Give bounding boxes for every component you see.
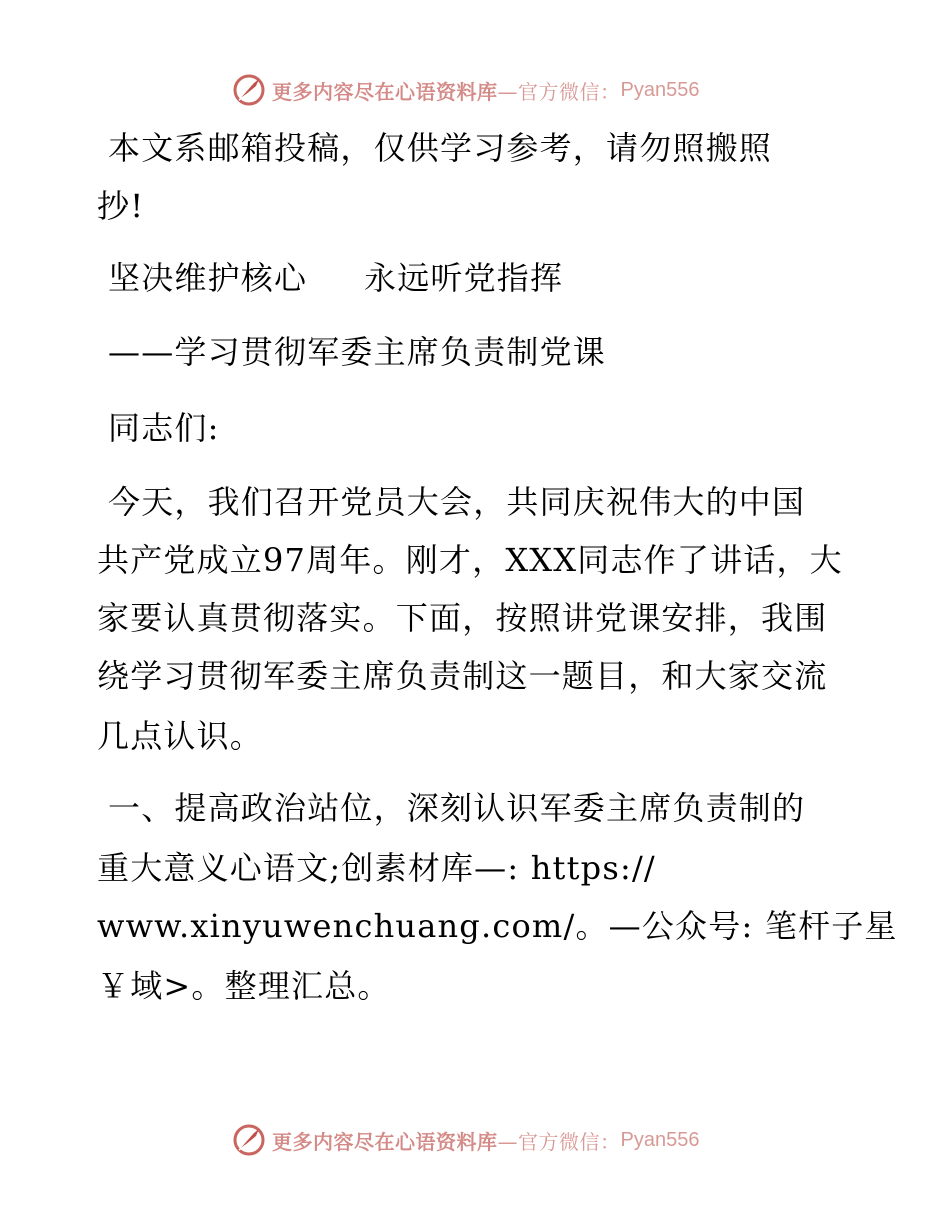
title-left: 坚决维护核心 (108, 259, 308, 297)
section-1-heading-line-1: 一、提高政治站位，深刻认识军委主席负责制的 (108, 789, 806, 827)
banner-main-text: 更多内容尽在心语资料库 (272, 1129, 498, 1154)
header-watermark (232, 72, 699, 108)
salutation: 同志们: (108, 409, 220, 447)
section-1-line-4: ￥域>。整理汇总。 (97, 967, 391, 1005)
paragraph-1-line-5: 几点认识。 (97, 717, 264, 755)
subtitle: ——学习贯彻军委主席负责制党课 (108, 333, 607, 371)
pen-logo-icon (232, 73, 266, 107)
section-1-heading-line-2: 重大意义心语文;创素材库—: https:// (97, 849, 656, 887)
footer-watermark (232, 1122, 699, 1158)
section-1-url-line: www.xinyuwenchuang.com/。—公众号: 笔杆子星 (97, 907, 898, 945)
paragraph-1-line-3: 家要认真贯彻落实。下面，按照讲党课安排，我围 (97, 599, 828, 637)
paragraph-1-line-1: 今天，我们召开党员大会，共同庆祝伟大的中国 (108, 483, 806, 521)
title-right: 永远听党指挥 (364, 259, 564, 297)
notice-line-1: 本文系邮箱投稿，仅供学习参考，请勿照搬照 (108, 129, 773, 167)
pen-logo-icon (232, 1123, 266, 1157)
banner-main-text: 更多内容尽在心语资料库 (272, 79, 498, 104)
banner-separator-text: —官方微信： (497, 1129, 621, 1154)
paragraph-1-line-4: 绕学习贯彻军委主席负责制这一题目，和大家交流 (97, 657, 828, 695)
banner-wechat-id: Pyan556 (620, 78, 700, 101)
notice-line-2: 抄! (97, 187, 145, 225)
paragraph-1-line-2: 共产党成立97周年。刚才，XXX同志作了讲话，大 (97, 541, 843, 579)
banner-wechat-id: Pyan556 (620, 1128, 700, 1151)
banner-separator-text: —官方微信： (497, 79, 621, 104)
